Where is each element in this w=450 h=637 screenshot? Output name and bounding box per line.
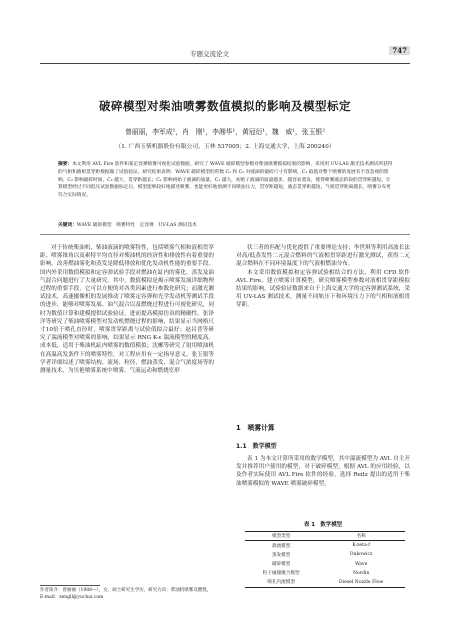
model-table bbox=[245, 531, 405, 588]
table-row bbox=[245, 578, 405, 587]
header-rule bbox=[40, 63, 410, 64]
table-cell: 喷孔内流模型 bbox=[267, 580, 295, 586]
subsection-heading: 1.1 数学模型 bbox=[236, 443, 277, 450]
table-cell: Nordin bbox=[353, 570, 370, 576]
authors: 曾丽丽，李军成¹，肖 刚¹，李湘华¹，黄冠衍¹，魏 威¹，张玉银² bbox=[125, 128, 325, 136]
section-heading: 1 喷雾计算 bbox=[236, 424, 275, 432]
table-caption: 表 1 数学模型 bbox=[304, 522, 342, 528]
table-cell: Dukowicz bbox=[349, 552, 373, 558]
footnote-rule bbox=[40, 585, 100, 586]
table-row bbox=[245, 569, 405, 578]
table-cell: 湍流模型 bbox=[271, 543, 291, 549]
keywords bbox=[58, 222, 394, 228]
abstract bbox=[58, 161, 394, 200]
paper-title: 破碎模型对柴油喷雾数值模拟的影响及模型标定 bbox=[99, 99, 351, 113]
intro-paragraph: 本文采用数值模拟和定容弹试验相结合的方法，利用 CFD 软件 AVL Fire，建立喷雾计算模型，研究喷雾模型参数对液相贯穿距模拟结果的影响，试验验证数据来自于上海交通大学的定容弹测试系统，采用 UV-LAS 测试技术，测量不同轨压下和环境压力下的气相和液相贯穿距。 bbox=[236, 269, 410, 309]
footnote bbox=[40, 588, 214, 601]
table-row bbox=[245, 550, 405, 559]
body-column-left bbox=[40, 244, 214, 375]
keywords-text: WAVE 破碎模型 喷雾特性 定容弹 UV-LAS 测试技术 bbox=[76, 223, 197, 228]
keywords-label: 关键词： bbox=[58, 223, 77, 228]
table-header-cell: 模型类型 bbox=[271, 534, 291, 540]
table-row bbox=[245, 541, 405, 550]
table-cell: Diesel Nozzle Flow bbox=[338, 579, 384, 585]
page-number: 747 bbox=[389, 46, 410, 55]
abstract-rule bbox=[40, 234, 410, 235]
table-cell: 粒子碰撞聚合模型 bbox=[262, 571, 300, 577]
table-cell: K-zeta-f bbox=[352, 543, 370, 549]
table-header-cell: 名称 bbox=[356, 534, 366, 540]
body-column-right bbox=[236, 244, 410, 310]
table-cell: 破碎模型 bbox=[271, 562, 291, 568]
intro-paragraph: 对于传统柴油机，柴油液滴的喷雾特性，包括喷雾气相和液相贯穿距、喷雾锥角以及索特平均直径对柴油机的经济性和排放性有着重要的影响。改善燃油雾化和蒸发是降低排放和优化发动机性能的重要手段。国内外采用数值模拟和定容弹试验手段对燃油在缸内的雾化、蒸发及油气混合问题进行了大量研究。其中，数值模拟是揭示喷雾发展详细物理过程的重要手段，它可以方便的对各类因素进行参数化研究；而激光测试技术，高速摄像机的发展推动了喷雾定容弹和光学发动机等测试手段的进步，能够对喷雾发展、油气混合以及燃烧过程进行可视化研究，同时为数值计算和建模提供试验验证，进而提高模拟仿真的精确性。张泽洋等研究了柴油喷雾模型对发动机燃烧过程的影响，结果显示当网格尺寸10倍于喷孔直径时，喷雾贯穿距离与试验值拟合最好；赵昌普等研究了湍流模型对喷雾的影响，结果显示 RNG K-ε 湍流模型的精度高、成本低，适用于柴油机缸内喷雾的数值模拟；沈郴等研究了射用喷油机在高温高发条件下的喷雾特性，对工程应用有一定指导意义。张玉银等学者详细综述了喷雾结构、流场、粒径、燃油蒸发、混合气浓度场等的测量技术，为贝艳喷雾系统中喷雾、气流运动和燃烧室形 bbox=[40, 245, 214, 375]
footnote-author-info: 作者简介：曾丽丽（1988—），女，硕士研究生学历，研究方向：柴油机喷雾及燃烧。 bbox=[40, 588, 212, 593]
table-row bbox=[245, 559, 405, 568]
table-cell: 蒸发模型 bbox=[271, 552, 291, 558]
affiliation: （1. 广西玉柴机器股份有限公司，玉林 537005；2. 上海交通大学，上海 200240） bbox=[115, 144, 335, 150]
section-paragraph: 表 1 为本文计算所采用的数学模型，其中湍流模型为 AVL 自主开发并推荐用户使用的模型，对于破碎模型，根据 AVL 的应用经验，以及作者实际使用 AVL Fire 软件的经验，选择 Reitz 提出的适用于柴油喷雾模拟的 WAVE 喷雾破碎模型。 bbox=[236, 456, 410, 487]
abstract-label: 摘要： bbox=[58, 162, 73, 167]
journal-name: 专题交流论文 bbox=[190, 50, 229, 58]
section-text bbox=[236, 455, 410, 488]
abstract-text: 本文利用 AVL Fire 软件和某定容弹喷雾可视化试验数据，研究了 WAVE 破碎模型参数对柴油喷雾模拟结果的影响，采用用 UV-LAS 激光技术测试所获得的气相和液相贯穿距数据做了试验验证。研究结果表明：WAVE 破碎模型的常数 C₁ 和 C₂ 对液滴的破碎尺寸有影响，C₁ 取值对整个喷雾的发展有不容忽视的影响，C₂ 影响破碎时间，C₂ 越大，贯穿距越长；C₁ 影响初始子液滴的质量，C₁ 越大，初始子液滴的质量越多，越容易蒸发，使得喷雾液态阶段的贯穿距越短。计算模型经过不同低压试验数据标定后，模型能够较好地描述喷雾，也能更好地预测不同喷油压力，贯穿距越短，液态贯穿距越短，气相贯穿距离越长，喷雾分布更符合实际情况。 bbox=[58, 162, 393, 199]
intro-paragraph: 状三者的匹配与优化提供了重要理论支持；李世琪等利用高波长法对高/低蒸发性二元混合燃料的气液相贯穿距进行激光测试，获得二元混合燃料在不同环境温度下的气液相燃油分布。 bbox=[236, 245, 410, 268]
footnote-email: E-mail：zengll@yuchai.com bbox=[40, 594, 104, 600]
table-header-row bbox=[245, 532, 405, 541]
table-cell: Wave bbox=[354, 561, 368, 567]
